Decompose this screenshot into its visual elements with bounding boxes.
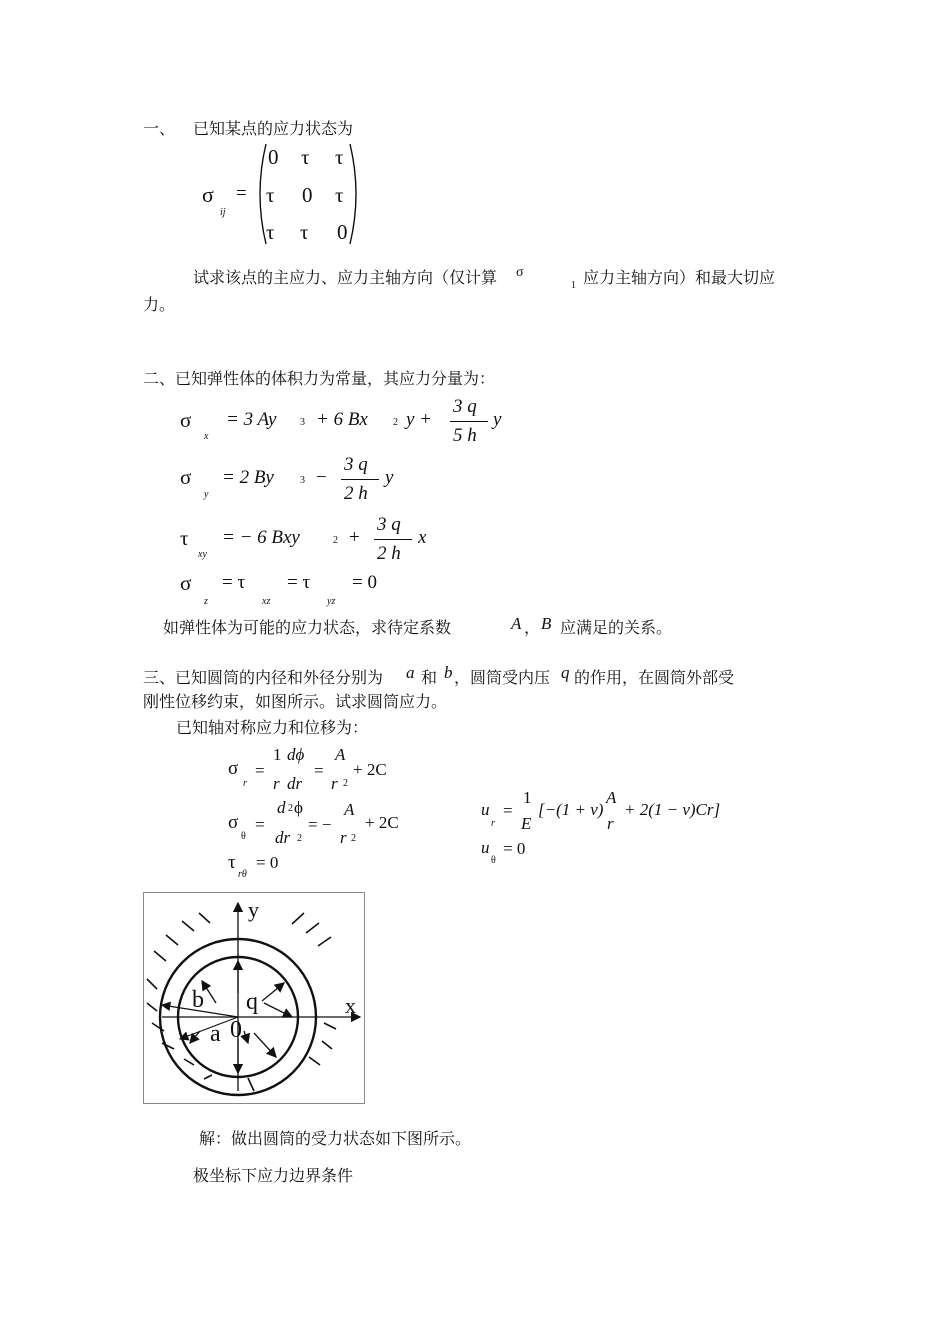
st-f1-num: d	[277, 798, 286, 817]
eq1-frac-num: 3 q	[453, 396, 477, 417]
matrix-cell-2-0: τ	[266, 220, 275, 244]
st-f1-den: dr	[275, 828, 291, 847]
st-f2-den: r	[340, 828, 347, 847]
eq1-frac-den: 5 h	[453, 425, 477, 446]
eq3-part2: +	[349, 527, 360, 548]
fig-label-y: y	[248, 897, 259, 922]
eq1-tail: y	[493, 409, 502, 430]
eq4-tau-yz: = τ	[287, 572, 311, 593]
ut-symbol: u	[481, 838, 490, 857]
eq3-frac-den: 2 h	[377, 543, 401, 564]
sr-tail: + 2C	[353, 760, 387, 779]
problem2-title: 二、已知弹性体的体积力为常量，其应力分量为：	[143, 369, 496, 388]
problem3-line2: 刚性位移约束，如图所示。试求圆筒应力。	[143, 692, 448, 711]
eq1-part2: + 6 Bx	[316, 409, 368, 430]
problem2-question-part2: 应满足的关系。	[560, 618, 673, 637]
sr-eq1: =	[255, 761, 265, 780]
matrix-cell-2-2: 0	[337, 220, 348, 244]
problem3-line1-part3: 的作用，在圆筒外部受	[574, 668, 735, 687]
sr-f3-exp: 2	[343, 778, 348, 789]
sr-f2-den: dr	[287, 774, 303, 793]
st-eq2: = −	[308, 815, 332, 834]
fig-label-q: q	[246, 989, 258, 1015]
problem2-question-A: A	[511, 614, 522, 633]
sr-f2-num: dϕ	[287, 745, 305, 764]
eq3-frac-num: 3 q	[377, 514, 401, 535]
st-f1-den-exp: 2	[297, 833, 302, 844]
sigma-subscript: ij	[220, 207, 226, 218]
eq3-tail: x	[418, 527, 427, 548]
problem1-question-part2: 应力主轴方向）和最大切应	[583, 268, 776, 287]
ur-mid: [−(1 + v)	[538, 800, 604, 819]
eq2-subscript: y	[204, 489, 209, 500]
trt-subscript: rθ	[238, 869, 247, 880]
sr-f3-num: A	[335, 745, 346, 764]
cylinder-figure	[143, 892, 365, 1104]
fig-label-x: x	[345, 993, 356, 1018]
fig-label-a: a	[210, 1021, 221, 1047]
problem3-and: 和	[421, 668, 438, 687]
ur-subscript: r	[491, 818, 495, 829]
matrix-cell-1-2: τ	[335, 183, 344, 207]
eq2-tail: y	[385, 467, 394, 488]
fig-label-origin: 0	[230, 1017, 242, 1043]
problem1-question-part3: 力。	[143, 295, 176, 314]
sr-symbol: σ	[228, 758, 239, 779]
eq1-symbol: σ	[180, 408, 192, 432]
eq2-exp1: 3	[300, 475, 305, 486]
eq2-part2: −	[316, 467, 327, 488]
problem2-question-part1: 如弹性体为可能的应力状态，求待定系数	[163, 618, 452, 637]
problem1-title: 已知某点的应力状态为	[193, 119, 354, 138]
problem3-line1-part1: 三、已知圆筒的内径和外径分别为	[143, 668, 384, 687]
problem3-inner-radius: a	[406, 663, 415, 682]
ur-f-num: A	[606, 788, 617, 807]
fig-label-b: b	[192, 987, 204, 1013]
trt-symbol: τ	[228, 852, 236, 873]
ut-subscript: θ	[491, 855, 496, 866]
sr-eq2: =	[314, 761, 324, 780]
problem1-number: 一、	[143, 119, 176, 138]
matrix-cell-2-1: τ	[300, 220, 309, 244]
problem3-line1-part2: ，圆筒受内压	[454, 668, 551, 687]
eq1-part1: = 3 Ay	[226, 409, 277, 430]
problem3-line3: 已知轴对称应力和位移为：	[176, 718, 369, 737]
problem3-outer-radius: b	[444, 663, 453, 682]
boundary-conditions-heading: 极坐标下应力边界条件	[193, 1166, 354, 1185]
eq2-part1: = 2 By	[222, 467, 274, 488]
ur-f-den: r	[607, 814, 614, 833]
problem1-question-sigma-sub: 1	[571, 280, 576, 291]
sr-f1-num: 1	[273, 745, 282, 764]
eq1-subscript: x	[204, 431, 209, 442]
sr-f3-den: r	[331, 774, 338, 793]
sr-subscript: r	[243, 778, 247, 789]
ur-tail: + 2(1 − v)Cr]	[624, 800, 721, 819]
problem2-question-B: B	[541, 614, 552, 633]
st-f2-num: A	[344, 800, 355, 819]
eq3-frac-bar	[374, 539, 412, 540]
problem1-question-part1: 试求该点的主应力、应力主轴方向（仅计算	[193, 268, 498, 287]
problem2-question-comma: ，	[524, 618, 541, 637]
matrix-cell-1-1: 0	[302, 183, 313, 207]
eq4-tail: = 0	[352, 572, 377, 593]
eq2-frac-num: 3 q	[344, 454, 368, 475]
st-subscript: θ	[241, 831, 246, 842]
ur-num: 1	[523, 788, 532, 807]
eq3-symbol: τ	[180, 526, 189, 550]
eq1-exp2: 2	[393, 417, 398, 428]
ut-tail: = 0	[503, 839, 526, 858]
ur-den: E	[521, 814, 532, 833]
matrix-cell-0-0: 0	[268, 145, 279, 169]
eq4-sub-z: z	[204, 596, 208, 607]
problem1-question-sigma: σ	[516, 265, 524, 280]
matrix-cell-0-1: τ	[301, 145, 310, 169]
eq4-sigma-z: σ	[180, 571, 192, 595]
st-symbol: σ	[228, 812, 239, 833]
eq3-exp1: 2	[333, 535, 338, 546]
st-f1-num-exp: 2	[288, 803, 293, 814]
eq3-part1: = − 6 Bxy	[222, 527, 300, 548]
eq4-sub-yz: yz	[327, 596, 336, 607]
st-f1-num-phi: ϕ	[294, 798, 303, 817]
eq4-sub-xz: xz	[262, 596, 271, 607]
eq4-tau-xz: = τ	[222, 572, 246, 593]
sigma-symbol: σ	[202, 182, 214, 207]
matrix-cell-0-2: τ	[335, 145, 344, 169]
sr-f1-den: r	[273, 774, 280, 793]
ur-symbol: u	[481, 800, 490, 819]
eq1-part3: y +	[406, 409, 433, 430]
st-f2-exp: 2	[351, 833, 356, 844]
eq2-frac-den: 2 h	[344, 483, 368, 504]
trt-tail: = 0	[256, 853, 279, 872]
eq2-symbol: σ	[180, 465, 192, 489]
eq1-exp1: 3	[300, 417, 305, 428]
eq1-frac-bar	[450, 421, 488, 422]
ur-eq: =	[503, 801, 513, 820]
eq3-subscript: xy	[198, 549, 207, 560]
problem3-pressure: q	[561, 663, 570, 682]
eq2-frac-bar	[341, 479, 379, 480]
solution-intro: 解：做出圆筒的受力状态如下图所示。	[199, 1129, 472, 1148]
matrix-cell-1-0: τ	[266, 183, 275, 207]
equals-sign: =	[236, 183, 247, 204]
st-tail: + 2C	[365, 813, 399, 832]
st-eq1: =	[255, 815, 265, 834]
